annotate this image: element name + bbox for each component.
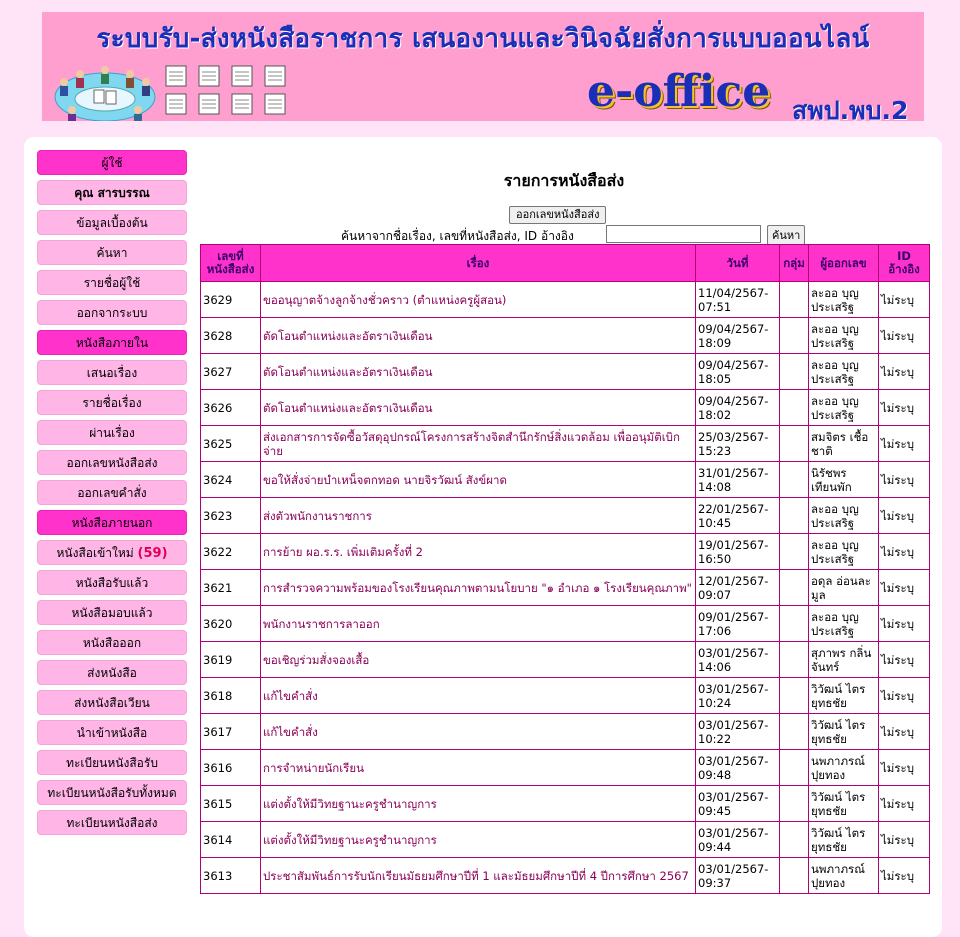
cell-number: 3626 <box>201 390 261 426</box>
sidebar-item[interactable] <box>37 210 187 235</box>
cell-ref-id: ไม่ระบุ <box>879 606 930 642</box>
cell-date: 22/01/2567-10:45 <box>696 498 780 534</box>
sidebar-section-header <box>37 510 187 535</box>
cell-group <box>780 822 809 858</box>
sidebar-item-label: คุณ สารบรรณ <box>74 186 150 200</box>
cell-subject-link[interactable]: ตัดโอนตำแหน่งและอัตราเงินเดือน <box>261 354 696 390</box>
cell-date: 03/01/2567-09:45 <box>696 786 780 822</box>
cell-number: 3627 <box>201 354 261 390</box>
table-row[interactable] <box>201 498 930 534</box>
cell-date: 03/01/2567-09:37 <box>696 858 780 894</box>
table-row[interactable] <box>201 570 930 606</box>
sidebar-item[interactable] <box>37 660 187 685</box>
table-row[interactable] <box>201 750 930 786</box>
sidebar-item-label: ผู้ใช้ <box>101 156 123 170</box>
cell-number: 3623 <box>201 498 261 534</box>
sidebar-section-header <box>37 150 187 175</box>
cell-ref-id: ไม่ระบุ <box>879 282 930 318</box>
cell-ref-id: ไม่ระบุ <box>879 642 930 678</box>
cell-number: 3619 <box>201 642 261 678</box>
cell-ref-id: ไม่ระบุ <box>879 534 930 570</box>
cell-group <box>780 570 809 606</box>
cell-number: 3615 <box>201 786 261 822</box>
column-header-number[interactable]: เลขที่ หนังสือส่ง <box>201 245 261 282</box>
cell-subject-link[interactable]: ส่งเอกสารการจัดซื้อวัสดุอุปกรณ์โครงการสร้างจิตสำนึกรักษ์สิ่งแวดล้อม เพื่ออนุมัติเบิกจ่าย <box>261 426 696 462</box>
cell-ref-id: ไม่ระบุ <box>879 354 930 390</box>
org-name: สพป.พบ.2 <box>792 96 909 121</box>
cell-number: 3624 <box>201 462 261 498</box>
cell-group <box>780 858 809 894</box>
page-title: รายการหนังสือส่ง <box>503 171 625 190</box>
cell-ref-id: ไม่ระบุ <box>879 498 930 534</box>
table-header-row <box>201 245 930 282</box>
column-header-ref-id[interactable]: ID อ้างอิง <box>879 245 930 282</box>
sidebar-item[interactable] <box>37 450 187 475</box>
cell-number: 3621 <box>201 570 261 606</box>
new-count-badge: (59) <box>137 546 168 561</box>
cell-issuer: นิรัชพร เทียนพัก <box>809 462 879 498</box>
sidebar-item[interactable] <box>37 420 187 445</box>
cell-group <box>780 786 809 822</box>
sidebar-item[interactable] <box>37 810 187 835</box>
column-header-group[interactable]: กลุ่ม <box>780 245 809 282</box>
sidebar-item[interactable] <box>37 300 187 325</box>
search-input[interactable] <box>606 225 761 243</box>
cell-ref-id: ไม่ระบุ <box>879 750 930 786</box>
column-header-issuer[interactable]: ผู้ออกเลข <box>809 245 879 282</box>
cell-subject-link[interactable]: ส่งตัวพนักงานราชการ <box>261 498 696 534</box>
sidebar-item-label: ทะเบียนหนังสือรับ <box>66 756 158 770</box>
cell-group <box>780 534 809 570</box>
sidebar-item[interactable] <box>37 180 187 205</box>
cell-issuer: ละออ บุญประเสริฐ <box>809 282 879 318</box>
table-row[interactable] <box>201 714 930 750</box>
cell-date: 31/01/2567-14:08 <box>696 462 780 498</box>
cell-date: 12/01/2567-09:07 <box>696 570 780 606</box>
cell-issuer: ละออ บุญประเสริฐ <box>809 498 879 534</box>
cell-number: 3622 <box>201 534 261 570</box>
content-panel <box>24 137 942 937</box>
sidebar-item-label: หนังสือภายใน <box>75 336 149 350</box>
cell-issuer: ละออ บุญประเสริฐ <box>809 318 879 354</box>
cell-date: 03/01/2567-09:48 <box>696 750 780 786</box>
column-header-date[interactable]: วันที่ <box>696 245 780 282</box>
cell-ref-id: ไม่ระบุ <box>879 822 930 858</box>
cell-ref-id: ไม่ระบุ <box>879 390 930 426</box>
table-row[interactable] <box>201 786 930 822</box>
sidebar-item-label: รายชื่อเรื่อง <box>82 396 142 410</box>
table-row[interactable] <box>201 390 930 426</box>
cell-date: 09/04/2567-18:02 <box>696 390 780 426</box>
cell-group <box>780 390 809 426</box>
cell-date: 03/01/2567-10:24 <box>696 678 780 714</box>
cell-issuer: วิวัฒน์ ไตรยุทธชัย <box>809 714 879 750</box>
cell-subject-link[interactable]: การสำรวจความพร้อมของโรงเรียนคุณภาพตามนโยบาย "๑ อำเภอ ๑ โรงเรียนคุณภาพ" <box>261 570 696 606</box>
sidebar-item[interactable] <box>37 630 187 655</box>
cell-issuer: ละออ บุญประเสริฐ <box>809 606 879 642</box>
sidebar-item[interactable] <box>37 600 187 625</box>
sidebar-item[interactable] <box>37 240 187 265</box>
system-title: ระบบรับ-ส่งหนังสือราชการ เสนองานและวินิจฉัยสั่งการแบบออนไลน์ <box>96 24 870 54</box>
table-row[interactable] <box>201 858 930 894</box>
sidebar-item-label: นำเข้าหนังสือ <box>76 726 148 740</box>
cell-subject-link[interactable]: ขอให้สั่งจ่ายบำเหน็จตกทอด นายจิรวัฒน์ สังข์ผาด <box>261 462 696 498</box>
cell-date: 19/01/2567-16:50 <box>696 534 780 570</box>
table-row[interactable] <box>201 678 930 714</box>
sidebar-item-label: หนังสือเข้าใหม่ <box>56 546 134 560</box>
cell-subject-link[interactable]: ประชาสัมพันธ์การรับนักเรียนมัธยมศึกษาปีที่ 1 และมัธยมศึกษาปีที่ 4 ปีการศึกษา 2567 <box>261 858 696 894</box>
office-meeting-illustration <box>50 64 160 121</box>
sidebar-item[interactable] <box>37 750 187 775</box>
sidebar-item[interactable] <box>37 690 187 715</box>
cell-number: 3613 <box>201 858 261 894</box>
cell-date: 03/01/2567-14:06 <box>696 642 780 678</box>
cell-group <box>780 318 809 354</box>
cell-number: 3618 <box>201 678 261 714</box>
cell-subject-link[interactable]: ขอเชิญร่วมสั่งจองเสื้อ <box>261 642 696 678</box>
cell-issuer: นพภาภรณ์ ปุยทอง <box>809 858 879 894</box>
cell-date: 09/04/2567-18:09 <box>696 318 780 354</box>
cell-subject-link[interactable]: แก้ไขคำสั่ง <box>261 678 696 714</box>
sidebar-item[interactable] <box>37 480 187 505</box>
cell-date: 25/03/2567-15:23 <box>696 426 780 462</box>
header-banner <box>42 12 924 121</box>
cell-group <box>780 750 809 786</box>
cell-date: 09/01/2567-17:06 <box>696 606 780 642</box>
cell-issuer: วิวัฒน์ ไตรยุทธชัย <box>809 678 879 714</box>
sidebar-item[interactable] <box>37 570 187 595</box>
column-header-subject[interactable]: เรื่อง <box>261 245 696 282</box>
sidebar-item-label: ออกเลขหนังสือส่ง <box>66 456 158 470</box>
cell-ref-id: ไม่ระบุ <box>879 462 930 498</box>
sidebar-item-label: รายชื่อผู้ใช้ <box>83 276 141 290</box>
sidebar-item-label: ส่งหนังสือ <box>87 666 137 680</box>
cell-issuer: ละออ บุญประเสริฐ <box>809 390 879 426</box>
sidebar-item-label: ออกเลขคำสั่ง <box>77 486 147 500</box>
cell-number: 3629 <box>201 282 261 318</box>
sidebar-item-label: หนังสือภายนอก <box>71 516 153 530</box>
sidebar-item-label: ออกจากระบบ <box>76 306 148 320</box>
cell-number: 3620 <box>201 606 261 642</box>
search-row <box>198 224 930 244</box>
cell-ref-id: ไม่ระบุ <box>879 858 930 894</box>
cell-ref-id: ไม่ระบุ <box>879 678 930 714</box>
cell-subject-link[interactable]: แก้ไขคำสั่ง <box>261 714 696 750</box>
cell-number: 3614 <box>201 822 261 858</box>
sidebar-item-label: ผ่านเรื่อง <box>89 426 135 440</box>
cell-ref-id: ไม่ระบุ <box>879 570 930 606</box>
table-row[interactable] <box>201 606 930 642</box>
sidebar-section-header <box>37 330 187 355</box>
cell-subject-link[interactable]: ตัดโอนตำแหน่งและอัตราเงินเดือน <box>261 318 696 354</box>
cell-ref-id: ไม่ระบุ <box>879 714 930 750</box>
cell-issuer: วิวัฒน์ ไตรยุทธชัย <box>809 786 879 822</box>
cell-group <box>780 606 809 642</box>
sidebar-item[interactable] <box>37 540 187 565</box>
cell-issuer: นพภาภรณ์ ปุยทอง <box>809 750 879 786</box>
cell-subject-link[interactable]: แต่งตั้งให้มีวิทยฐานะครูชำนาญการ <box>261 786 696 822</box>
cell-issuer: ละออ บุญประเสริฐ <box>809 534 879 570</box>
sidebar-item-label: ส่งหนังสือเวียน <box>74 696 150 710</box>
cell-issuer: สมจิตร เชื้อชาติ <box>809 426 879 462</box>
search-label: ค้นหาจากชื่อเรื่อง, เลขที่หนังสือส่ง, ID อ้างอิง <box>341 229 574 243</box>
cell-number: 3628 <box>201 318 261 354</box>
cell-date: 09/04/2567-18:05 <box>696 354 780 390</box>
cell-number: 3625 <box>201 426 261 462</box>
cell-date: 11/04/2567-07:51 <box>696 282 780 318</box>
sidebar-item[interactable] <box>37 360 187 385</box>
cell-subject-link[interactable]: ขออนุญาตจ้างลูกจ้างชั่วคราว (ตำแหน่งครูผู้สอน) <box>261 282 696 318</box>
table-row[interactable] <box>201 426 930 462</box>
cell-ref-id: ไม่ระบุ <box>879 786 930 822</box>
cell-subject-link[interactable]: การย้าย ผอ.ร.ร. เพิ่มเติมครั้งที่ 2 <box>261 534 696 570</box>
table-row[interactable] <box>201 642 930 678</box>
cell-ref-id: ไม่ระบุ <box>879 318 930 354</box>
cell-issuer: วิวัฒน์ ไตรยุทธชัย <box>809 822 879 858</box>
search-button[interactable]: ค้นหา <box>767 225 805 245</box>
table-row[interactable] <box>201 354 930 390</box>
cell-issuer: ละออ บุญประเสริฐ <box>809 354 879 390</box>
cell-date: 03/01/2567-09:44 <box>696 822 780 858</box>
cell-subject-link[interactable]: แต่งตั้งให้มีวิทยฐานะครูชำนาญการ <box>261 822 696 858</box>
cell-group <box>780 498 809 534</box>
sidebar-item[interactable] <box>37 390 187 415</box>
table-row[interactable] <box>201 534 930 570</box>
sidebar-item-label: ทะเบียนหนังสือรับทั้งหมด <box>47 786 177 800</box>
cell-group <box>780 678 809 714</box>
documents-icon-grid <box>162 64 292 118</box>
sidebar-item[interactable] <box>37 780 187 805</box>
table-row[interactable] <box>201 462 930 498</box>
sidebar-menu <box>37 150 187 840</box>
cell-group <box>780 354 809 390</box>
sidebar-item[interactable] <box>37 270 187 295</box>
cell-subject-link[interactable]: ตัดโอนตำแหน่งและอัตราเงินเดือน <box>261 390 696 426</box>
sidebar-item-label: ทะเบียนหนังสือส่ง <box>66 816 158 830</box>
sidebar-item-label: เสนอเรื่อง <box>86 366 138 380</box>
cell-issuer: สุภาพร กลิ่นจันทร์ <box>809 642 879 678</box>
sidebar-item-label: ข้อมูลเบื้องต้น <box>76 216 148 230</box>
sidebar-item-label: หนังสือออก <box>82 636 142 650</box>
cell-group <box>780 642 809 678</box>
cell-group <box>780 282 809 318</box>
cell-date: 03/01/2567-10:22 <box>696 714 780 750</box>
cell-subject-link[interactable]: การจำหน่ายนักเรียน <box>261 750 696 786</box>
cell-issuer: อดุล อ่อนละมูล <box>809 570 879 606</box>
cell-number: 3617 <box>201 714 261 750</box>
cell-group <box>780 462 809 498</box>
sidebar-item-label: ค้นหา <box>96 246 128 260</box>
cell-group <box>780 714 809 750</box>
table-row[interactable] <box>201 282 930 318</box>
sidebar-item-label: หนังสือรับแล้ว <box>75 576 149 590</box>
cell-number: 3616 <box>201 750 261 786</box>
eoffice-logo: e-office <box>587 66 771 117</box>
sidebar-item[interactable] <box>37 720 187 745</box>
outgoing-documents-table <box>200 244 930 894</box>
issue-number-button[interactable]: ออกเลขหนังสือส่ง <box>509 206 606 224</box>
cell-subject-link[interactable]: พนักงานราชการลาออก <box>261 606 696 642</box>
cell-group <box>780 426 809 462</box>
table-row[interactable] <box>201 318 930 354</box>
table-row[interactable] <box>201 822 930 858</box>
cell-ref-id: ไม่ระบุ <box>879 426 930 462</box>
sidebar-item-label: หนังสือมอบแล้ว <box>71 606 153 620</box>
